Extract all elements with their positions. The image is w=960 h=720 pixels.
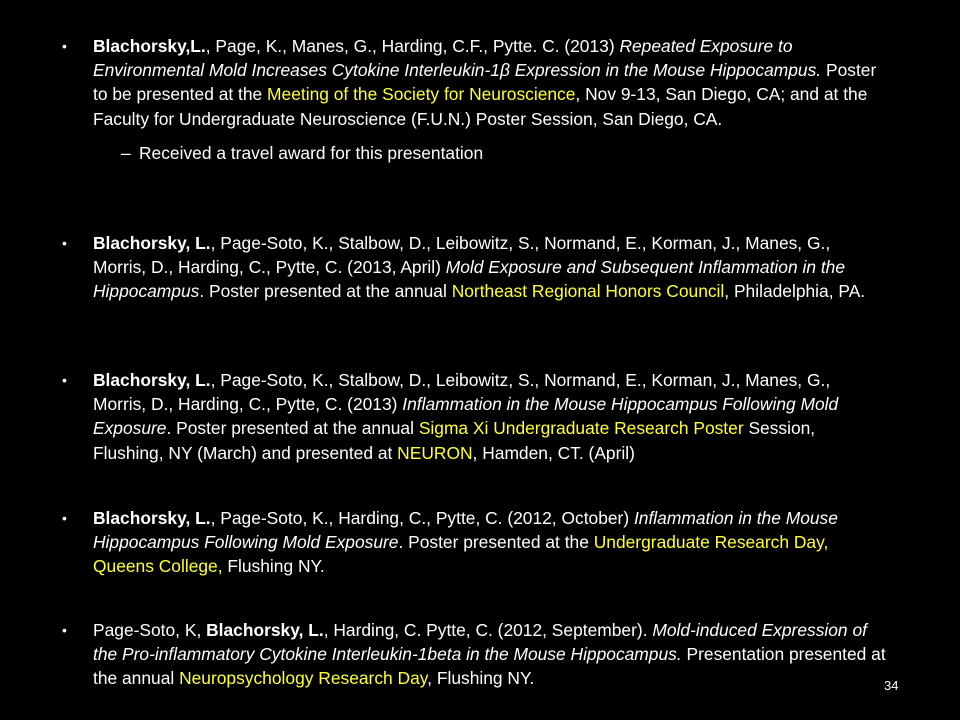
authors: , Page-Soto, K., Harding, C., Pytte, C. (2012, October) <box>210 508 634 528</box>
author-bold: Blachorsky,L. <box>93 36 206 56</box>
entry-title: Inflammation in the Mouse Hippocampus Following Mold Exposure <box>93 394 839 439</box>
entry-title: Mold-induced Expression of the Pro-inflammatory Cytokine Interleukin-1beta in the Mouse Hippocampus. <box>93 620 867 665</box>
entry-text <box>93 506 888 579</box>
dash-icon: – <box>121 142 131 163</box>
entry-pre-venue: Poster to be presented at the <box>93 60 877 105</box>
entry-pre-venue: . Poster presented at the annual <box>166 418 419 439</box>
bullet-icon: • <box>62 38 67 54</box>
publication-entry-2 <box>62 231 888 304</box>
authors: , Harding, C. Pytte, C. (2012, September). <box>323 620 653 640</box>
entry-post-venue: , Nov 9-13, San Diego, CA; and at the Faculty for Undergraduate Neuroscience (F.U.N.) Poster Session, San Diego, CA. <box>93 84 868 129</box>
venue-highlight: Undergraduate Research Day, Queens College, <box>93 532 829 577</box>
bullet-icon: • <box>62 510 67 526</box>
publication-entry-1 <box>62 34 888 165</box>
entry-pre-venue: . Poster presented at the <box>398 532 594 553</box>
entry-post-venue: , Philadelphia, PA. <box>724 281 866 302</box>
author-bold: Blachorsky, L. <box>206 620 324 640</box>
sub-bullet-text: Received a travel award for this presentation <box>139 142 484 163</box>
venue-highlight: Meeting of the Society for Neuroscience <box>267 84 576 105</box>
authors: , Page, K., Manes, G., Harding, C.F., Pytte. C. (2013) <box>205 36 620 56</box>
publication-entry-3 <box>62 368 888 465</box>
entry-text <box>93 368 888 465</box>
author-pre: Page-Soto, K, <box>93 620 207 640</box>
entry-text <box>93 618 888 691</box>
authors: , Page-Soto, K., Stalbow, D., Leibowitz, S., Normand, E., Korman, J., Manes, G., Morris, D., Harding, C., Pytte, C. (2013) <box>93 370 831 415</box>
venue-highlight: Sigma Xi Undergraduate Research Poster <box>418 418 744 439</box>
author-bold: Blachorsky, L. <box>93 508 211 528</box>
sub-bullet <box>121 141 888 165</box>
entry-text <box>93 231 888 304</box>
entry-title: Repeated Exposure to Environmental Mold Increases Cytokine Interleukin-1β Expression in the Mouse Hippocampus. <box>93 36 822 81</box>
author-bold: Blachorsky, L. <box>93 370 211 390</box>
entry-title: Inflammation in the Mouse Hippocampus Following Mold Exposure <box>93 508 838 553</box>
entry-post-venue: Flushing NY. <box>222 556 325 577</box>
venue-highlight-2: NEURON <box>397 442 473 463</box>
page-number: 34 <box>884 678 899 693</box>
entry-pre-venue: Presentation presented at the annual <box>93 644 886 689</box>
author-bold: Blachorsky, L. <box>93 233 211 253</box>
venue-highlight: Northeast Regional Honors Council <box>451 281 725 302</box>
bullet-icon: • <box>62 372 67 388</box>
publication-entry-5 <box>62 618 888 691</box>
publication-entry-4 <box>62 506 888 579</box>
entry-post-venue: , Flushing NY. <box>427 668 535 689</box>
venue-highlight: Neuropsychology Research Day <box>179 668 428 689</box>
entry-mid-text: Session, Flushing, NY (March) and presented at <box>93 418 816 463</box>
authors: , Page-Soto, K., Stalbow, D., Leibowitz, S., Normand, E., Korman, J., Manes, G., Morris, D., Harding, C., Pytte, C. (2013, April) <box>93 233 831 278</box>
entry-text <box>93 34 888 131</box>
bullet-icon: • <box>62 235 67 251</box>
entry-post-venue: , Hamden, CT. (April) <box>472 442 635 463</box>
entry-pre-venue: . Poster presented at the annual <box>199 281 452 302</box>
bullet-icon: • <box>62 622 67 638</box>
entry-title: Mold Exposure and Subsequent Inflammation in the Hippocampus <box>93 257 846 302</box>
